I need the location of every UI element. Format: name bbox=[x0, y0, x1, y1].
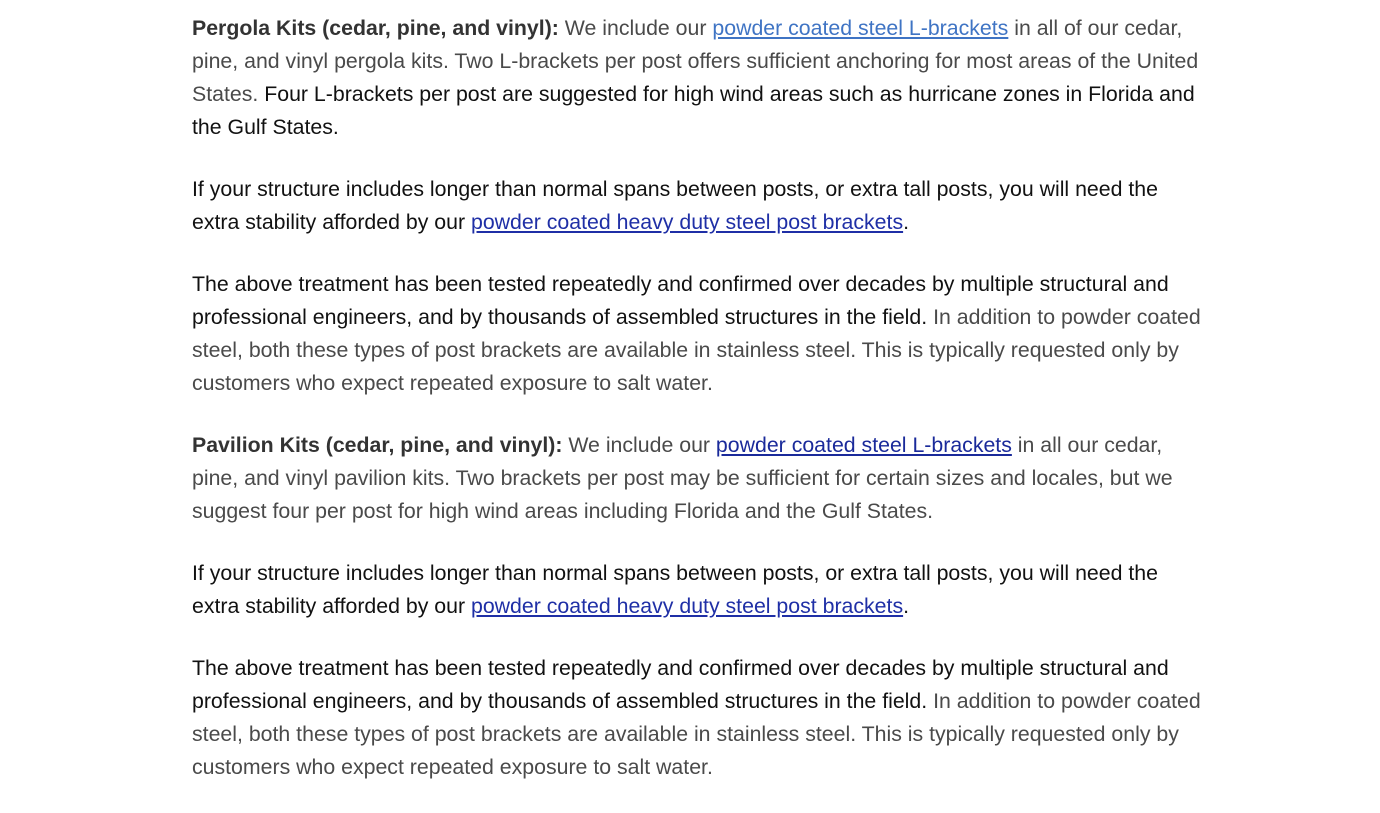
pavilion-l-brackets-link[interactable]: powder coated steel L-brackets bbox=[715, 433, 1012, 457]
pavilion-heavy-duty-link[interactable]: powder coated heavy duty steel post brackets bbox=[470, 594, 904, 618]
pergola-spans-period: . bbox=[903, 210, 910, 234]
pergola-tested-paragraph bbox=[192, 268, 1202, 400]
pavilion-kits-heading: Pavilion Kits (cedar, pine, and vinyl): bbox=[192, 433, 563, 457]
pergola-spans-text: If your structure includes longer than normal spans between posts, or extra tall posts, you will need the extra stability afforded by our bbox=[192, 177, 1158, 234]
pavilion-spans-paragraph bbox=[192, 557, 1202, 623]
pavilion-tested-paragraph bbox=[192, 652, 1202, 784]
pergola-body-text: in all of our cedar, pine, and vinyl pergola kits. Two L-brackets per post offers sufficient anchoring for most areas of the United States. bbox=[192, 16, 1199, 106]
pergola-intro-text: We include our bbox=[558, 16, 713, 40]
pergola-kits-paragraph bbox=[192, 12, 1202, 144]
pavilion-stainless-text: In addition to powder coated steel, both these types of post brackets are available in stainless steel. This is typically requested only by customers who expect repeated exposure to salt water. bbox=[192, 689, 1201, 779]
pavilion-spans-text: If your structure includes longer than normal spans between posts, or extra tall posts, you will need the extra stability afforded by our bbox=[192, 561, 1158, 618]
pavilion-tested-text: The above treatment has been tested repeatedly and confirmed over decades by multiple structural and professional engineers, and by thousands of assembled structures in the field. bbox=[192, 656, 1169, 713]
pergola-high-wind-text: Four L-brackets per post are suggested for high wind areas such as hurricane zones in Florida and the Gulf States. bbox=[192, 82, 1195, 139]
pavilion-body-text: in all our cedar, pine, and vinyl pavilion kits. Two brackets per post may be sufficient for certain sizes and locales, but we suggest four per post for high wind areas including Florida and the Gulf States. bbox=[192, 433, 1173, 523]
article-content bbox=[192, 12, 1202, 813]
pergola-tested-text: The above treatment has been tested repeatedly and confirmed over decades by multiple structural and professional engineers, and by thousands of assembled structures in the field. bbox=[192, 272, 1169, 329]
pergola-l-brackets-link[interactable]: powder coated steel L-brackets bbox=[712, 16, 1009, 40]
pergola-heavy-duty-link[interactable]: powder coated heavy duty steel post brackets bbox=[470, 210, 904, 234]
pergola-kits-heading: Pergola Kits (cedar, pine, and vinyl): bbox=[192, 16, 559, 40]
pavilion-kits-paragraph bbox=[192, 429, 1202, 528]
pergola-spans-paragraph bbox=[192, 173, 1202, 239]
pavilion-intro-text: We include our bbox=[562, 433, 716, 457]
pavilion-spans-period: . bbox=[903, 594, 910, 618]
pergola-stainless-text: In addition to powder coated steel, both these types of post brackets are available in stainless steel. This is typically requested only by customers who expect repeated exposure to salt water. bbox=[192, 305, 1201, 395]
